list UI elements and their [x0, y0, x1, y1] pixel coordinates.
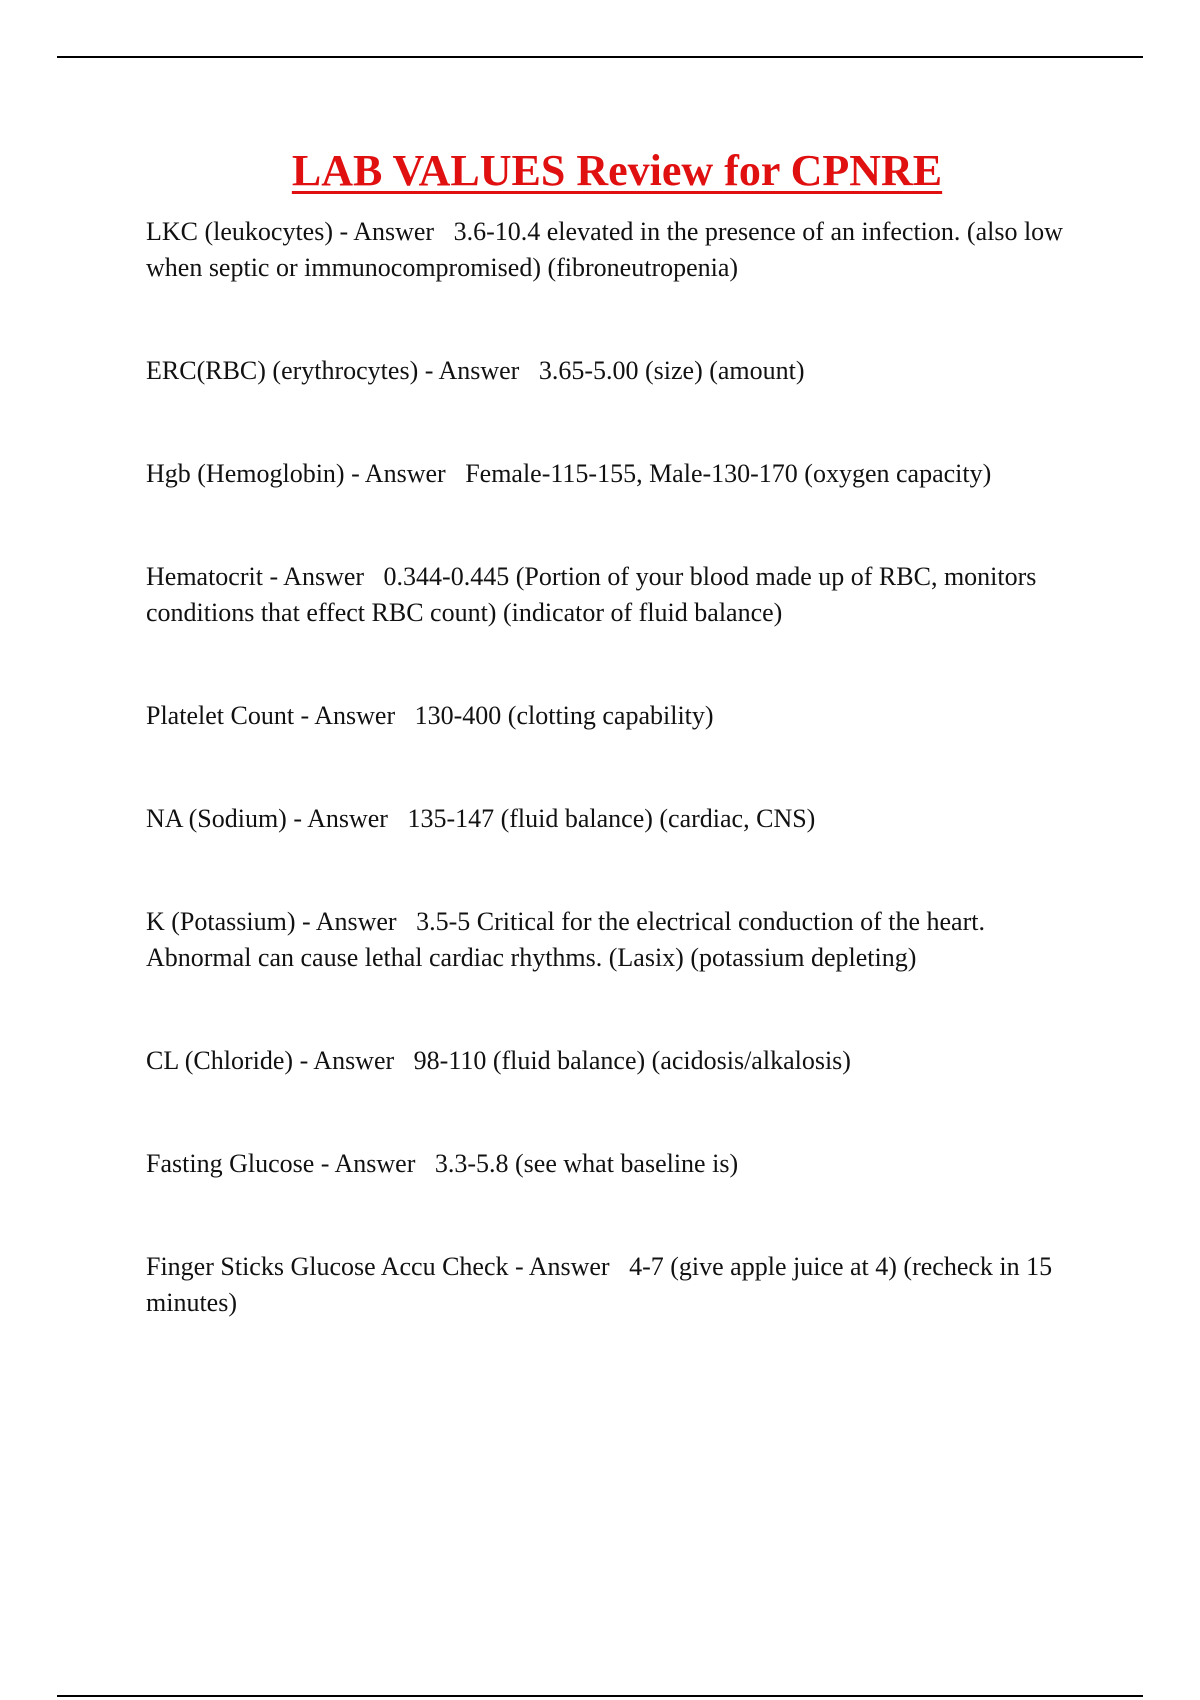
question: Hematocrit - Answer	[146, 562, 365, 591]
question: Hgb (Hemoglobin) - Answer	[146, 459, 446, 488]
qa-list	[146, 214, 1086, 1388]
answer: 3.5-5 Critical for the electrical conduction of the heart. Abnormal can cause lethal cardiac rhythms. (Lasix) (potassium depleting)	[146, 907, 985, 972]
question: CL (Chloride) - Answer	[146, 1046, 395, 1075]
list-item	[146, 801, 1086, 837]
list-item	[146, 904, 1086, 976]
answer: 135-147 (fluid balance) (cardiac, CNS)	[407, 804, 816, 833]
answer: 3.65-5.00 (size) (amount)	[538, 356, 805, 385]
answer: 98-110 (fluid balance) (acidosis/alkalosis)	[413, 1046, 851, 1075]
list-item	[146, 214, 1086, 286]
question: LKC (leukocytes) - Answer	[146, 217, 435, 246]
footer-rule	[57, 1695, 1143, 1697]
list-item	[146, 353, 1086, 389]
document-title: LAB VALUES Review for CPNRE	[291, 146, 943, 195]
question: ERC(RBC) (erythrocytes) - Answer	[146, 356, 520, 385]
answer: 3.6-10.4 elevated in the presence of an infection. (also low when septic or immunocompromised) (fibroneutropenia)	[146, 217, 1063, 282]
answer: 4-7 (give apple juice at 4) (recheck in 15 minutes)	[146, 1252, 1053, 1317]
question: Finger Sticks Glucose Accu Check - Answer	[146, 1252, 610, 1281]
answer: 3.3-5.8 (see what baseline is)	[434, 1149, 739, 1178]
header-rule	[57, 56, 1143, 58]
list-item	[146, 1249, 1086, 1321]
list-item	[146, 559, 1086, 631]
answer: Female-115-155, Male-130-170 (oxygen capacity)	[465, 459, 992, 488]
answer: 130-400 (clotting capability)	[414, 701, 714, 730]
question: Platelet Count - Answer	[146, 701, 396, 730]
answer: 0.344-0.445 (Portion of your blood made up of RBC, monitors conditions that effect RBC count) (indicator of fluid balance)	[146, 562, 1037, 627]
question: Fasting Glucose - Answer	[146, 1149, 416, 1178]
list-item	[146, 1146, 1086, 1182]
list-item	[146, 1043, 1086, 1079]
list-item	[146, 698, 1086, 734]
question: K (Potassium) - Answer	[146, 907, 397, 936]
list-item	[146, 456, 1086, 492]
question: NA (Sodium) - Answer	[146, 804, 388, 833]
